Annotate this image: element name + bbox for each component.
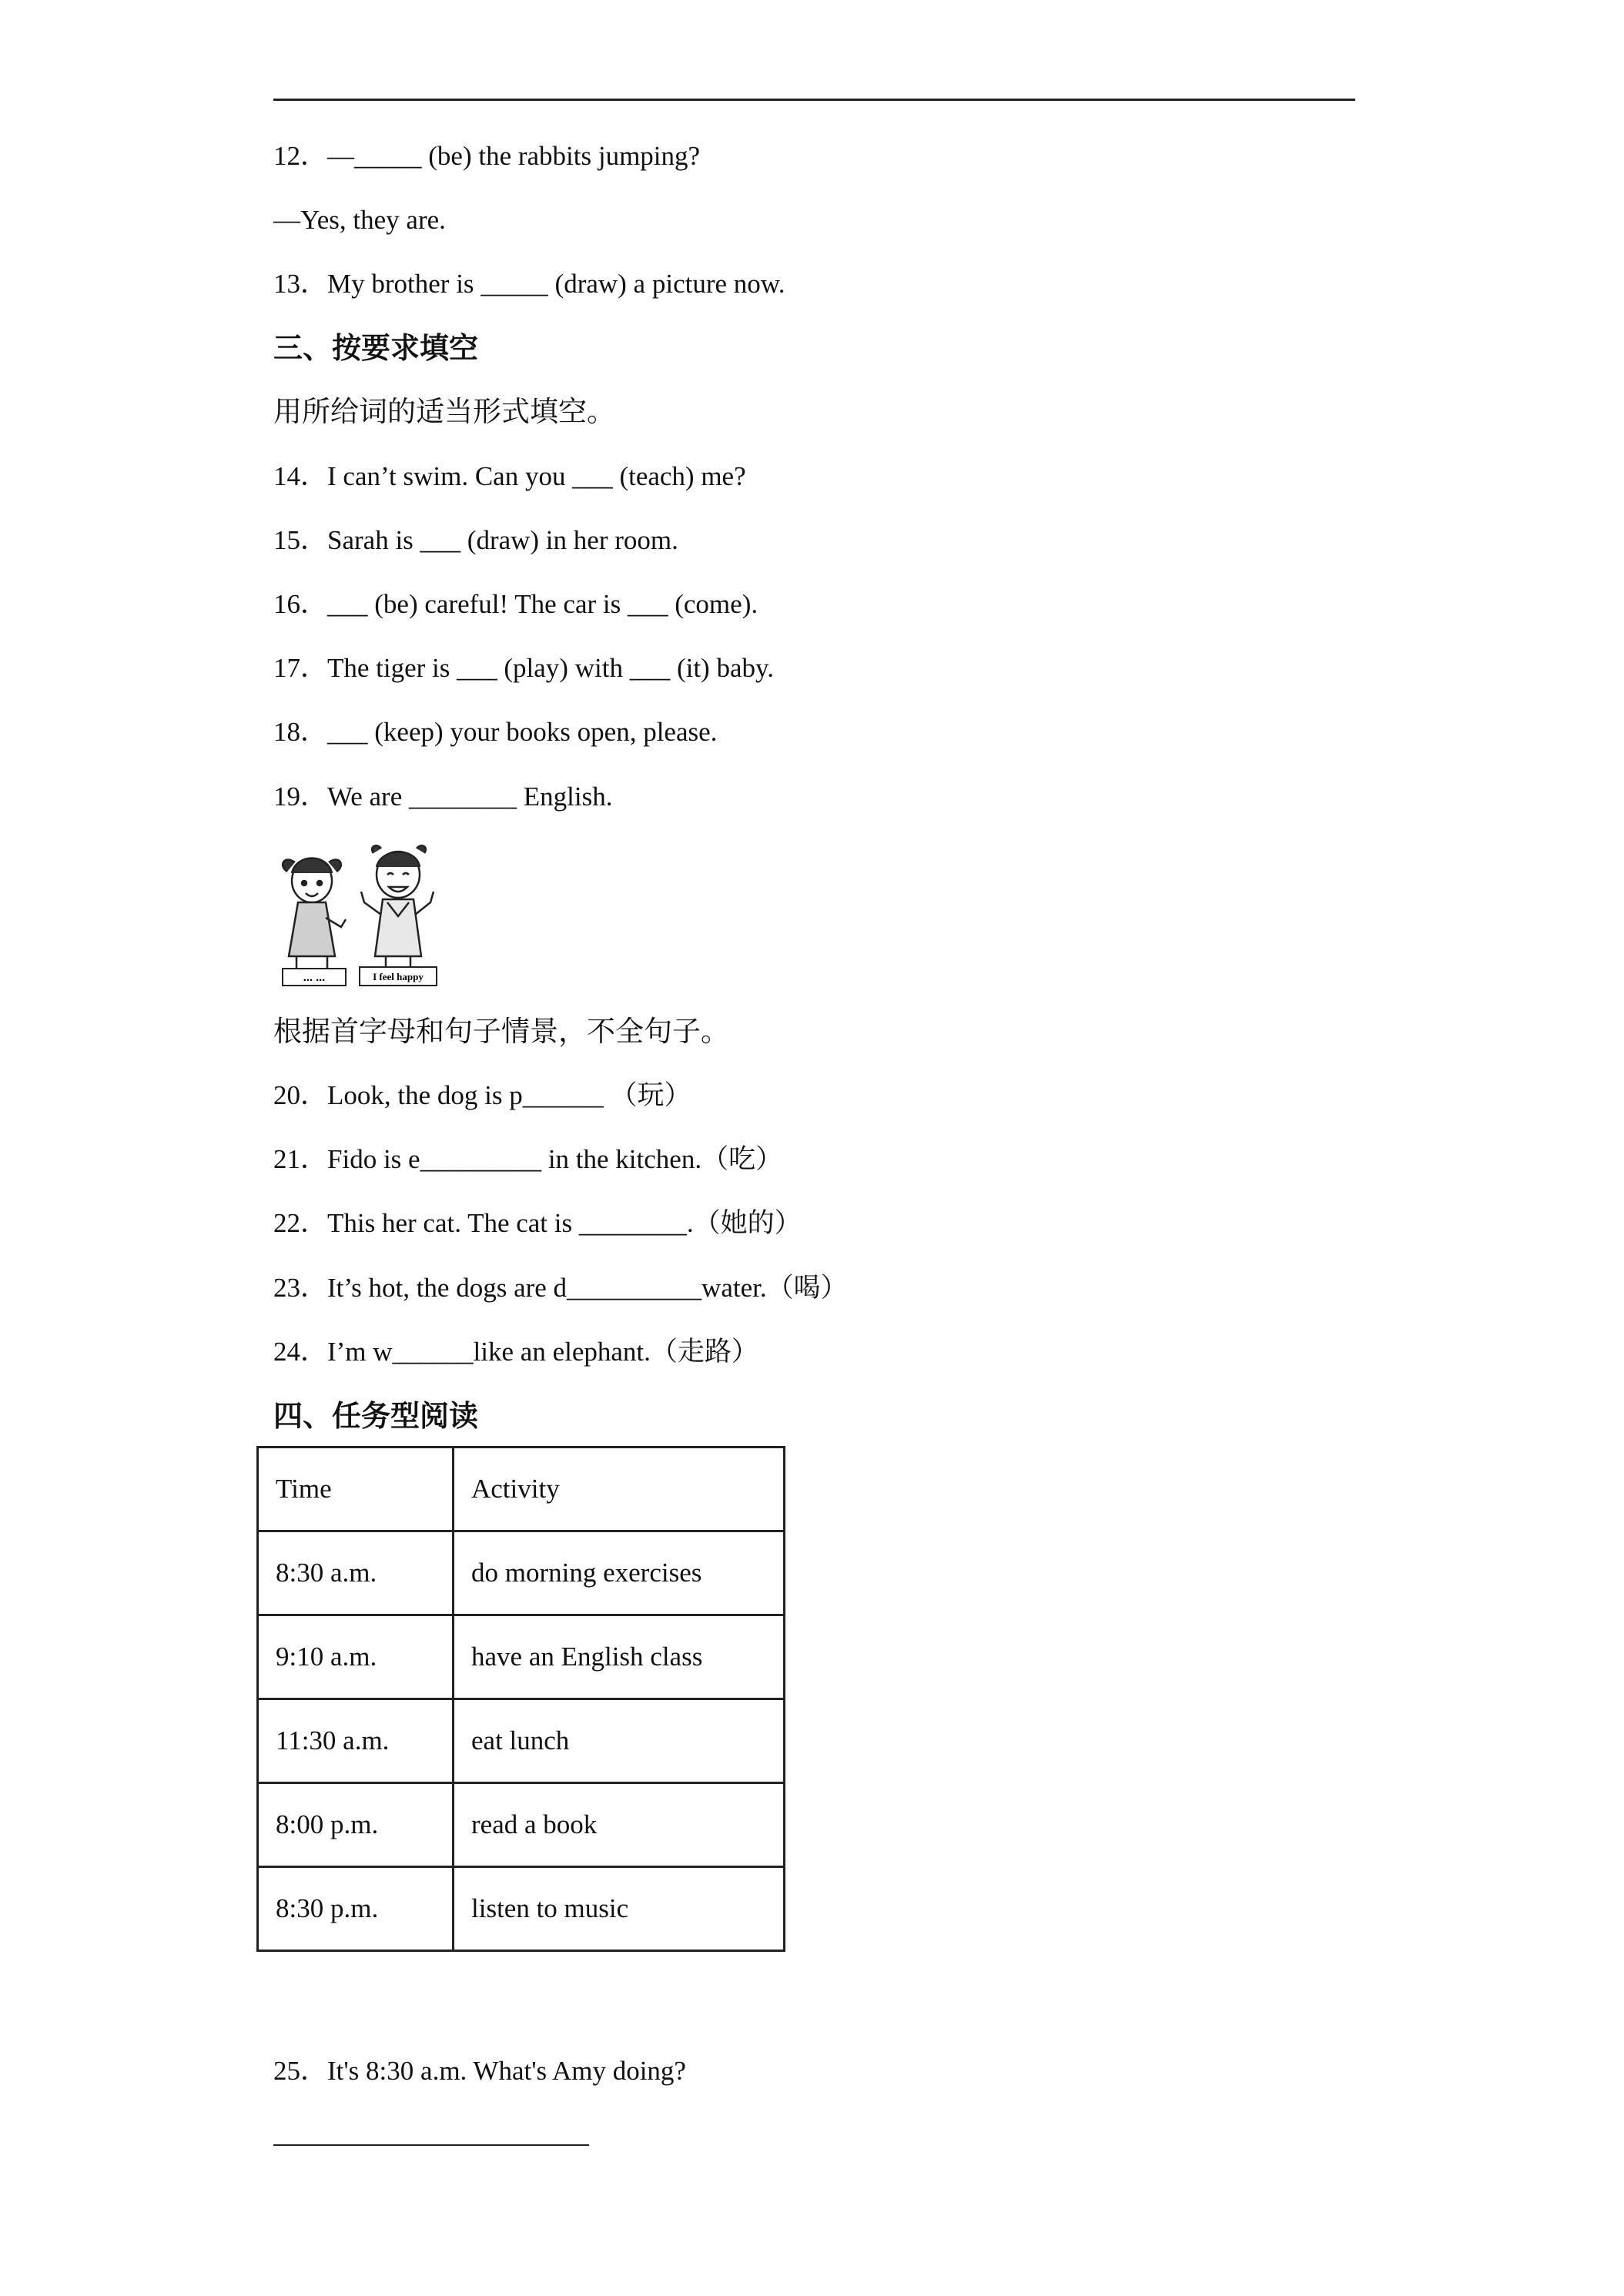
right-caption: I feel happy	[373, 971, 424, 982]
table-row	[258, 1783, 785, 1867]
table-header-row	[258, 1448, 785, 1531]
table-row	[258, 1699, 785, 1783]
section-instruction-2: 根据首字母和句子情景，不全句子。	[273, 1015, 729, 1048]
table-row	[258, 1531, 785, 1615]
girls-illustration	[273, 841, 439, 989]
answer-line	[273, 2144, 589, 2146]
table-cell-activity: have an English class	[454, 1615, 785, 1699]
table-cell-time: 8:30 a.m.	[258, 1531, 454, 1615]
question-21: 21．Fido is e_________ in the kitchen.（吃）	[273, 1144, 783, 1174]
question-22: 22．This her cat. The cat is ________.（她的）	[273, 1208, 802, 1238]
table-cell-time: 8:30 p.m.	[258, 1867, 454, 1951]
table-cell-activity: do morning exercises	[454, 1531, 785, 1615]
header-rule	[273, 99, 1355, 101]
question-18: 18．___ (keep) your books open, please.	[273, 717, 718, 747]
table-header-cell: Activity	[454, 1448, 785, 1531]
table-cell-time: 11:30 a.m.	[258, 1699, 454, 1783]
section-3-instruction: 用所给词的适当形式填空。	[273, 395, 615, 428]
question-23: 23．It’s hot, the dogs are d__________water.（喝）	[273, 1273, 848, 1303]
question-16: 16．___ (be) careful! The car is ___ (come).	[273, 589, 758, 619]
question-19: 19．We are ________ English.	[273, 782, 613, 812]
question-13: 13．My brother is _____ (draw) a picture now.	[273, 269, 785, 299]
section-3-heading: 三、按要求填空	[273, 331, 479, 365]
table-cell-time: 8:00 p.m.	[258, 1783, 454, 1867]
table-header-cell: Time	[258, 1448, 454, 1531]
question-20: 20．Look, the dog is p______ （玩）	[273, 1080, 691, 1110]
left-caption: … …	[303, 972, 326, 983]
schedule-table	[256, 1446, 785, 1952]
table-row	[258, 1615, 785, 1699]
question-15: 15．Sarah is ___ (draw) in her room.	[273, 525, 678, 555]
question-17: 17．The tiger is ___ (play) with ___ (it) baby.	[273, 653, 774, 683]
table-cell-activity: eat lunch	[454, 1699, 785, 1783]
question-12-answer: —Yes, they are.	[273, 205, 446, 235]
question-12: 12．—_____ (be) the rabbits jumping?	[273, 141, 701, 171]
table-cell-activity: read a book	[454, 1783, 785, 1867]
table-row	[258, 1867, 785, 1951]
question-25: 25．It's 8:30 a.m. What's Amy doing?	[273, 2056, 686, 2086]
section-4-heading: 四、任务型阅读	[273, 1399, 479, 1433]
question-14: 14．I can’t swim. Can you ___ (teach) me?	[273, 461, 746, 491]
question-24: 24．I’m w______like an elephant.（走路）	[273, 1337, 758, 1367]
table-cell-activity: listen to music	[454, 1867, 785, 1951]
table-cell-time: 9:10 a.m.	[258, 1615, 454, 1699]
